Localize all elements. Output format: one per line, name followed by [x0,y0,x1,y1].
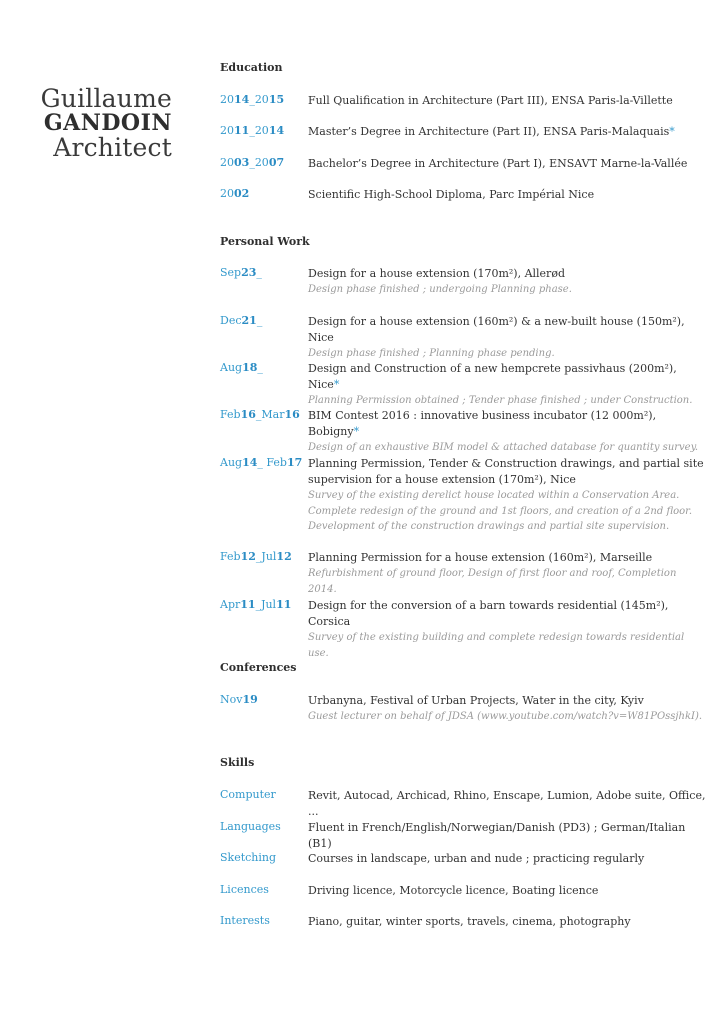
entry-date: Dec21_ [220,314,263,327]
entry-text: Master’s Degree in Architecture (Part II), ENSA Paris-Malaquais* [308,125,675,138]
section-title-education: Education [220,61,283,74]
entry-subtext: Refurbishment of ground floor, Design of first floor and roof, Completion 2014. [308,568,677,595]
skill-label: Computer [220,788,276,801]
job-title: Architect [53,133,172,162]
skill-text: Revit, Autocad, Archicad, Rhino, Enscape, Lumion, Adobe suite, Office, ... [308,789,706,818]
skill-text: Driving licence, Motorcycle licence, Boating licence [308,884,599,897]
entry-text: Urbanyna, Festival of Urban Projects, Water in the city, Kyiv Guest lecturer on behalf of JDSA (www.youtube.com/watch?v=W81POssjhkI). [308,693,708,725]
entry-subtext: Planning Permission obtained ; Tender phase finished ; under Construction. [308,395,693,406]
skill-text: Fluent in French/English/Norwegian/Danish (PD3) ; German/Italian (B1) [308,821,686,850]
entry-date: Apr11_Jul11 [220,598,292,611]
entry-subtext: Survey of the existing derelict house located within a Conservation Area. Complete redesign of the ground and 1st floors, and creation of a 2nd floor. Development of the construction drawings and partial site supervision. [308,490,693,532]
skill-text: Piano, guitar, winter sports, travels, cinema, photography [308,915,631,928]
skill-label: Interests [220,914,270,927]
entry-text: BIM Contest 2016 : innovative business incubator (12 000m²), Bobigny* Design of an exhaustive BIM model & attached database for quantity survey. [308,408,708,456]
first-name: Guillaume [40,84,172,113]
entry-text: Design and Construction of a new hempcrete passivhaus (200m²), Nice* Planning Permission obtained ; Tender phase finished ; under Construction. [308,361,708,409]
entry-date: 2014_2015 [220,93,285,106]
entry-date: Aug14_ Feb17 [220,456,303,469]
entry-date: 2002 [220,187,250,200]
entry-subtext: Design phase finished ; undergoing Planning phase. [308,284,572,295]
section-title-skills: Skills [220,756,255,769]
entry-subtext: Guest lecturer on behalf of JDSA (www.youtube.com/watch?v=W81POssjhkI). [308,711,703,722]
entry-text: Full Qualification in Architecture (Part III), ENSA Paris-la-Villette [308,94,673,107]
entry-date: Feb16_Mar16 [220,408,300,421]
entry-text: Planning Permission, Tender & Construction drawings, and partial site supervision for a house extension (170m²), Nice Survey of the existing derelict house located within a Conservation Area. Complete redesign of the ground and 1st floors, and creation of a 2nd floor. Development of the construction drawings and partial site supervision. [308,456,708,535]
entry-text: Planning Permission for a house extension (160m²), Marseille Refurbishment of ground floor, Design of first floor and roof, Completion 2014. [308,550,708,597]
entry-subtext: Survey of the existing building and complete redesign towards residential use. [308,632,685,659]
skill-label: Languages [220,820,281,833]
entry-date: 2003_2007 [220,156,285,169]
entry-text: Design for the conversion of a barn towards residential (145m²), Corsica Survey of the existing building and complete redesign towards residential use. [308,598,708,661]
entry-date: Feb12_Jul12 [220,550,292,563]
skill-label: Licences [220,883,269,896]
entry-date: 2011_2014 [220,124,285,137]
entry-text: Design for a house extension (160m²) & a new-built house (150m²), Nice Design phase finished ; Planning phase pending. [308,314,708,362]
last-name: GANDOIN [43,110,172,136]
section-title-personal-work: Personal Work [220,235,310,248]
entry-subtext: Design phase finished ; Planning phase pending. [308,348,555,359]
section-title-conferences: Conferences [220,661,297,674]
skill-label: Sketching [220,851,277,864]
entry-date: Aug18_ [220,361,263,374]
name-block [41,86,172,160]
entry-date: Nov19 [220,693,258,706]
entry-date: Sep23_ [220,266,262,279]
entry-subtext: Design of an exhaustive BIM model & attached database for quantity survey. [308,442,699,453]
skill-text: Courses in landscape, urban and nude ; practicing regularly [308,852,645,865]
entry-text: Design for a house extension (170m²), Allerød Design phase finished ; undergoing Planning phase. [308,266,708,298]
entry-text: Scientific High-School Diploma, Parc Impérial Nice [308,188,595,201]
entry-text: Bachelor’s Degree in Architecture (Part I), ENSAVT Marne-la-Vallée [308,157,688,170]
